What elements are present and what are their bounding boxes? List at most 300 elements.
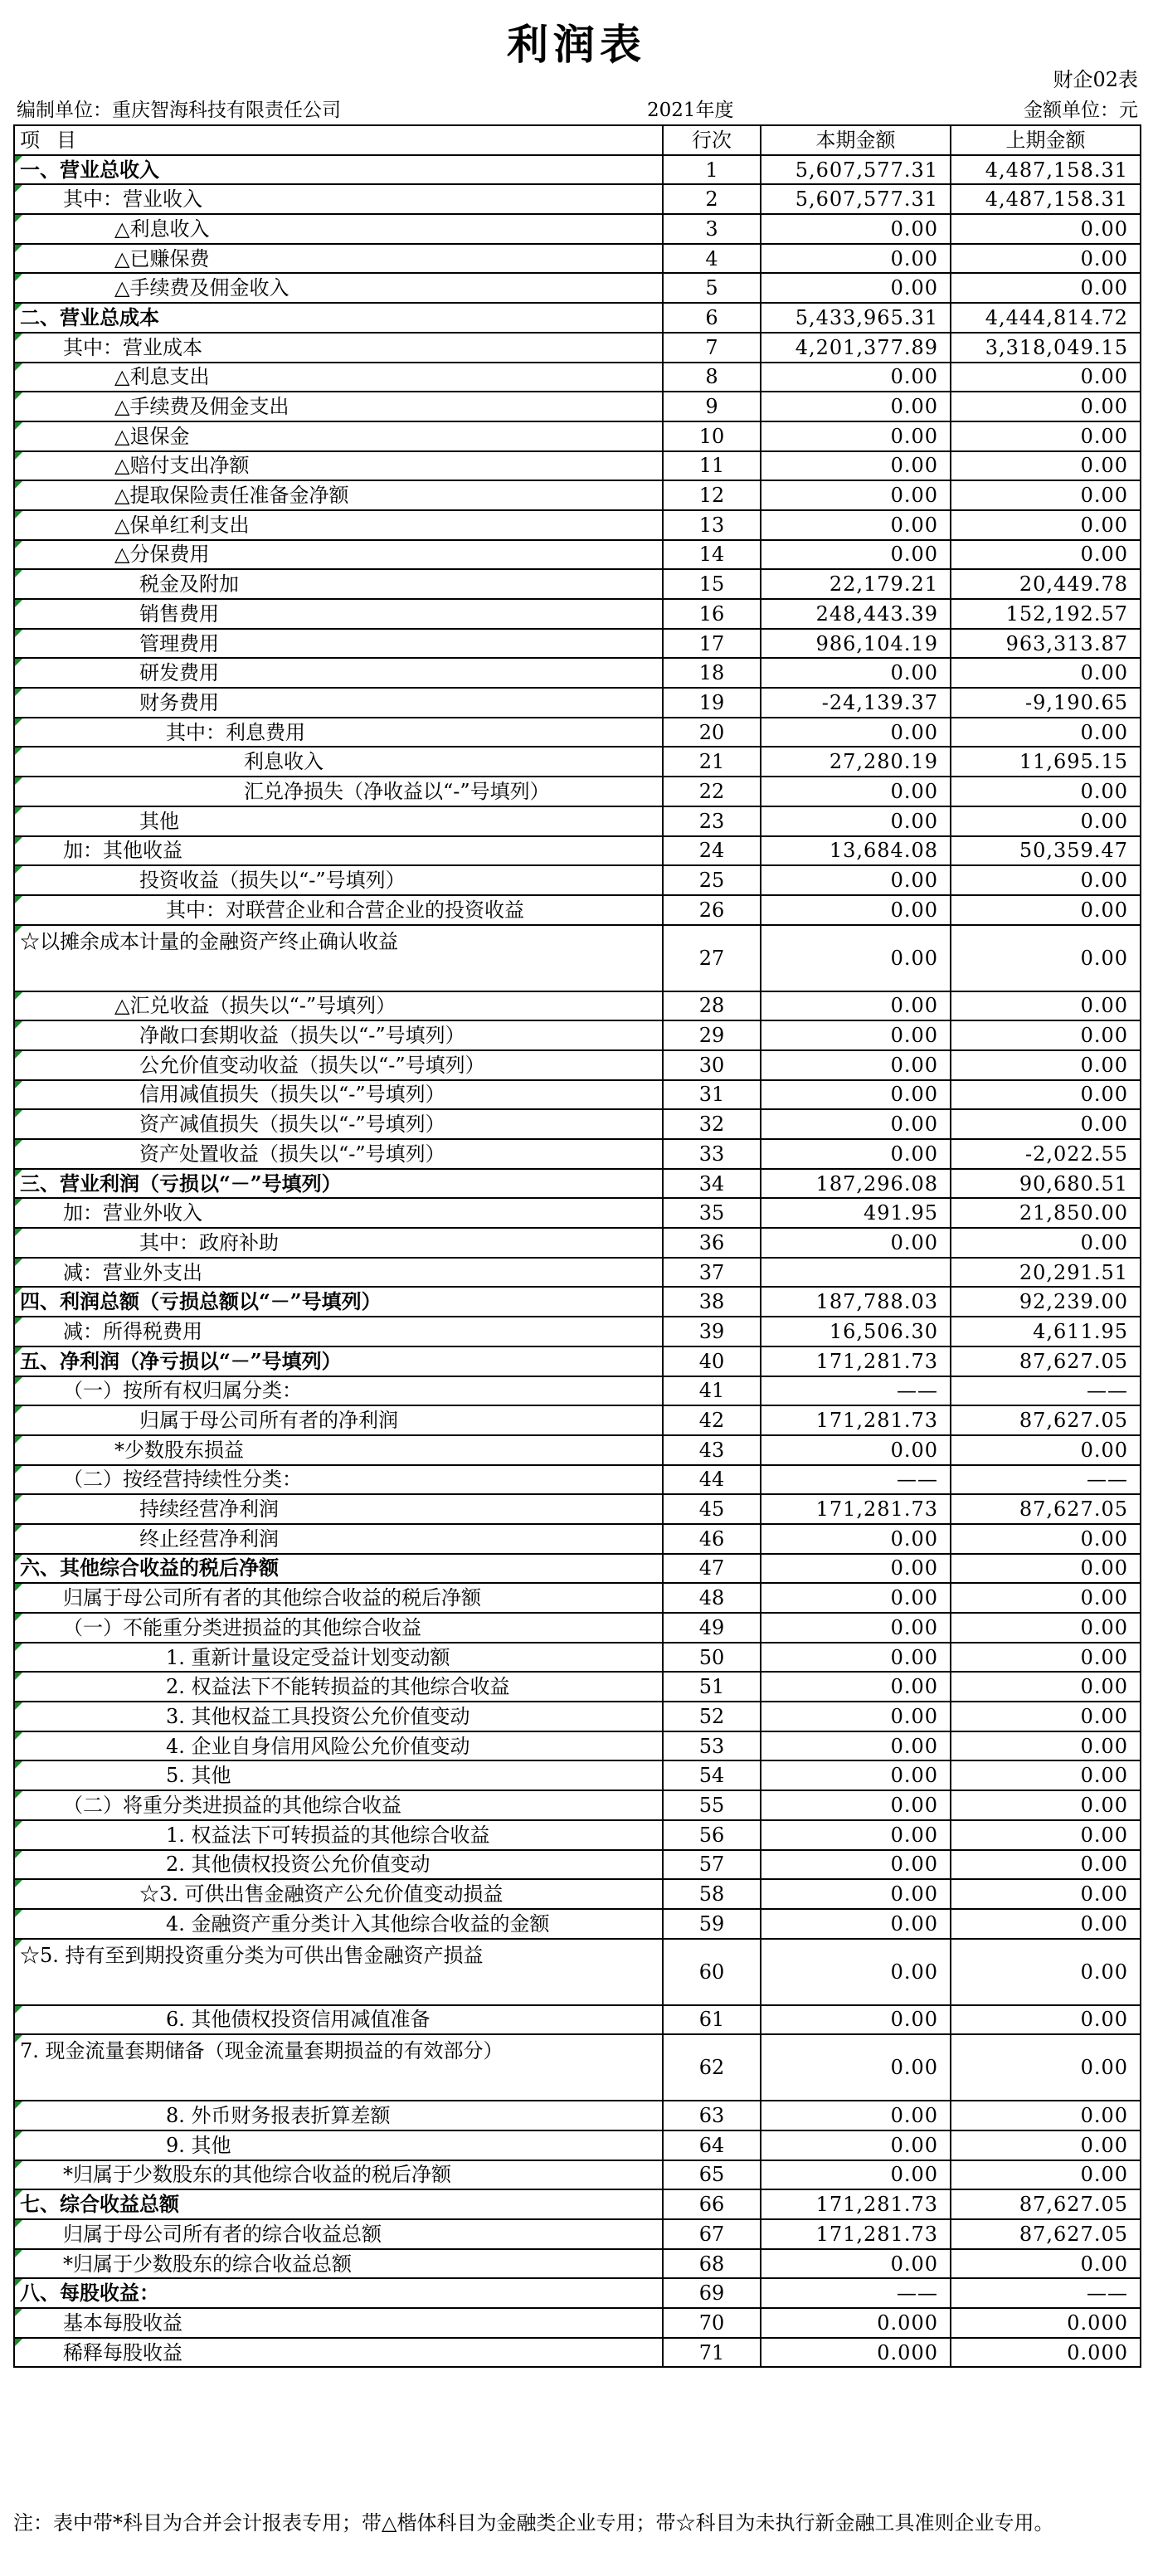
row-line-number: 52 <box>663 1702 761 1731</box>
row-item: △已赚保费 <box>14 244 663 274</box>
row-current-amount: —— <box>761 1376 951 1406</box>
row-line-number: 29 <box>663 1020 761 1050</box>
income-statement-table <box>13 124 1141 2368</box>
row-line-number: 37 <box>663 1258 761 1288</box>
row-line-number: 44 <box>663 1465 761 1495</box>
row-current-amount: 0.00 <box>761 925 951 991</box>
row-item: （二）将重分类进损益的其他综合收益 <box>14 1790 663 1820</box>
row-item: 四、利润总额（亏损总额以“－”号填列） <box>14 1287 663 1317</box>
header-current: 本期金额 <box>761 125 951 155</box>
row-previous-amount: —— <box>951 1376 1141 1406</box>
table-row <box>14 1465 1141 1495</box>
row-previous-amount: 0.00 <box>951 2160 1141 2190</box>
row-previous-amount: 0.00 <box>951 510 1141 540</box>
row-current-amount: 0.00 <box>761 244 951 274</box>
row-item: △分保费用 <box>14 540 663 570</box>
table-row <box>14 2189 1141 2219</box>
row-previous-amount: 0.00 <box>951 806 1141 836</box>
row-previous-amount: 0.00 <box>951 244 1141 274</box>
row-line-number: 58 <box>663 1879 761 1909</box>
row-current-amount <box>761 1258 951 1288</box>
row-current-amount: 0.00 <box>761 363 951 392</box>
row-current-amount: 0.00 <box>761 865 951 895</box>
row-previous-amount: 0.00 <box>951 1850 1141 1880</box>
row-line-number: 67 <box>663 2219 761 2249</box>
row-item: △保单红利支出 <box>14 510 663 540</box>
row-previous-amount: 87,627.05 <box>951 1405 1141 1435</box>
row-previous-amount: 0.000 <box>951 2338 1141 2368</box>
row-line-number: 26 <box>663 895 761 925</box>
table-row <box>14 2219 1141 2249</box>
row-previous-amount: 4,611.95 <box>951 1317 1141 1346</box>
table-row <box>14 333 1141 363</box>
row-previous-amount: 0.00 <box>951 273 1141 303</box>
row-line-number: 69 <box>663 2278 761 2308</box>
row-previous-amount: 4,444,814.72 <box>951 303 1141 333</box>
row-current-amount: 0.00 <box>761 421 951 451</box>
row-previous-amount: 0.00 <box>951 1080 1141 1110</box>
row-previous-amount: 92,239.00 <box>951 1287 1141 1317</box>
row-current-amount: 0.00 <box>761 2249 951 2279</box>
row-item: △赔付支出净额 <box>14 451 663 481</box>
table-row <box>14 2005 1141 2035</box>
table-row <box>14 303 1141 333</box>
row-item: 六、其他综合收益的税后净额 <box>14 1554 663 1584</box>
row-line-number: 14 <box>663 540 761 570</box>
row-item: △汇兑收益（损失以“-”号填列） <box>14 991 663 1021</box>
row-line-number: 57 <box>663 1850 761 1880</box>
table-row <box>14 895 1141 925</box>
row-item: 5. 其他 <box>14 1760 663 1790</box>
row-line-number: 66 <box>663 2189 761 2219</box>
table-row <box>14 1376 1141 1406</box>
table-row <box>14 1613 1141 1643</box>
row-current-amount: 0.00 <box>761 1554 951 1584</box>
row-current-amount: 0.00 <box>761 1080 951 1110</box>
row-item: 资产处置收益（损失以“-”号填列） <box>14 1139 663 1169</box>
table-row <box>14 2160 1141 2190</box>
table-row <box>14 2308 1141 2338</box>
row-line-number: 8 <box>663 363 761 392</box>
row-line-number: 59 <box>663 1909 761 1939</box>
row-previous-amount: 0.00 <box>951 1583 1141 1613</box>
row-line-number: 9 <box>663 392 761 421</box>
table-row <box>14 1198 1141 1228</box>
row-line-number: 53 <box>663 1731 761 1761</box>
table-row <box>14 1583 1141 1613</box>
row-previous-amount: 0.00 <box>951 865 1141 895</box>
table-row <box>14 629 1141 659</box>
row-previous-amount: 11,695.15 <box>951 747 1141 777</box>
table-row <box>14 273 1141 303</box>
table-row <box>14 1909 1141 1939</box>
row-item: 三、营业利润（亏损以“－”号填列） <box>14 1169 663 1199</box>
row-line-number: 31 <box>663 1080 761 1110</box>
row-current-amount: 5,607,577.31 <box>761 184 951 214</box>
row-item: 2. 其他债权投资公允价值变动 <box>14 1850 663 1880</box>
row-previous-amount: 0.00 <box>951 1909 1141 1939</box>
table-row <box>14 1790 1141 1820</box>
row-line-number: 71 <box>663 2338 761 2368</box>
row-previous-amount: 0.00 <box>951 1790 1141 1820</box>
report-period: 2021年度 <box>647 100 734 121</box>
row-current-amount: 27,280.19 <box>761 747 951 777</box>
row-current-amount: 187,788.03 <box>761 1287 951 1317</box>
row-line-number: 13 <box>663 510 761 540</box>
row-current-amount: 0.00 <box>761 718 951 747</box>
row-previous-amount: 0.00 <box>951 1554 1141 1584</box>
row-item: △利息收入 <box>14 214 663 244</box>
row-current-amount: 0.00 <box>761 2034 951 2101</box>
row-item: △利息支出 <box>14 363 663 392</box>
row-previous-amount: 0.00 <box>951 1020 1141 1050</box>
row-current-amount: 0.00 <box>761 1524 951 1554</box>
row-previous-amount: 0.00 <box>951 1613 1141 1643</box>
row-current-amount: 0.00 <box>761 1760 951 1790</box>
row-line-number: 17 <box>663 629 761 659</box>
row-current-amount: 0.00 <box>761 777 951 806</box>
row-current-amount: 0.00 <box>761 214 951 244</box>
row-current-amount: 0.00 <box>761 2130 951 2160</box>
row-item: 研发费用 <box>14 658 663 688</box>
row-item: 七、综合收益总额 <box>14 2189 663 2219</box>
table-row <box>14 421 1141 451</box>
table-row <box>14 1731 1141 1761</box>
row-previous-amount: 152,192.57 <box>951 599 1141 629</box>
row-previous-amount: 0.00 <box>951 1643 1141 1673</box>
row-previous-amount: -9,190.65 <box>951 688 1141 718</box>
row-current-amount: 986,104.19 <box>761 629 951 659</box>
row-item: 归属于母公司所有者的综合收益总额 <box>14 2219 663 2249</box>
row-item: 二、营业总成本 <box>14 303 663 333</box>
row-current-amount: 171,281.73 <box>761 1405 951 1435</box>
row-line-number: 38 <box>663 1287 761 1317</box>
row-current-amount: 0.00 <box>761 806 951 836</box>
row-current-amount: 5,607,577.31 <box>761 155 951 185</box>
row-previous-amount: 87,627.05 <box>951 1494 1141 1524</box>
row-current-amount: 0.00 <box>761 480 951 510</box>
table-row <box>14 363 1141 392</box>
row-current-amount: —— <box>761 1465 951 1495</box>
row-previous-amount: 0.00 <box>951 421 1141 451</box>
table-row <box>14 1228 1141 1258</box>
row-current-amount: 0.00 <box>761 392 951 421</box>
row-item: *少数股东损益 <box>14 1435 663 1465</box>
row-previous-amount: 0.00 <box>951 1524 1141 1554</box>
row-line-number: 41 <box>663 1376 761 1406</box>
row-item: 归属于母公司所有者的净利润 <box>14 1405 663 1435</box>
row-current-amount: 0.00 <box>761 1820 951 1850</box>
row-current-amount: 0.000 <box>761 2338 951 2368</box>
table-row <box>14 2338 1141 2368</box>
row-item: （一）按所有权归属分类： <box>14 1376 663 1406</box>
row-line-number: 35 <box>663 1198 761 1228</box>
row-line-number: 18 <box>663 658 761 688</box>
row-previous-amount: 0.00 <box>951 480 1141 510</box>
table-row <box>14 865 1141 895</box>
row-previous-amount: 0.00 <box>951 214 1141 244</box>
row-line-number: 32 <box>663 1109 761 1139</box>
table-header-row <box>14 125 1141 155</box>
row-previous-amount: 0.00 <box>951 1939 1141 2005</box>
row-current-amount: 0.00 <box>761 1109 951 1139</box>
row-line-number: 43 <box>663 1435 761 1465</box>
table-row <box>14 1554 1141 1584</box>
row-current-amount: 0.00 <box>761 1228 951 1258</box>
row-previous-amount: 0.00 <box>951 1702 1141 1731</box>
row-current-amount: 0.00 <box>761 1909 951 1939</box>
row-item: 加：营业外收入 <box>14 1198 663 1228</box>
row-item: 归属于母公司所有者的其他综合收益的税后净额 <box>14 1583 663 1613</box>
header-item: 项目 <box>14 125 663 155</box>
row-line-number: 49 <box>663 1613 761 1643</box>
row-current-amount: 0.00 <box>761 451 951 481</box>
table-row <box>14 1702 1141 1731</box>
row-previous-amount: 3,318,049.15 <box>951 333 1141 363</box>
table-row <box>14 1939 1141 2005</box>
row-line-number: 60 <box>663 1939 761 2005</box>
row-item: 其中：对联营企业和合营企业的投资收益 <box>14 895 663 925</box>
row-previous-amount: 0.00 <box>951 658 1141 688</box>
row-current-amount: 248,443.39 <box>761 599 951 629</box>
row-item: ☆3. 可供出售金融资产公允价值变动损益 <box>14 1879 663 1909</box>
table-row <box>14 1494 1141 1524</box>
row-current-amount: 171,281.73 <box>761 2219 951 2249</box>
row-current-amount: 491.95 <box>761 1198 951 1228</box>
row-item: 减：所得税费用 <box>14 1317 663 1346</box>
row-item: 其中：政府补助 <box>14 1228 663 1258</box>
row-current-amount: 0.00 <box>761 1731 951 1761</box>
table-row <box>14 392 1141 421</box>
row-line-number: 64 <box>663 2130 761 2160</box>
row-previous-amount: 90,680.51 <box>951 1169 1141 1199</box>
row-line-number: 5 <box>663 273 761 303</box>
row-previous-amount: 0.00 <box>951 925 1141 991</box>
header-line: 行次 <box>663 125 761 155</box>
row-item: 其中：营业收入 <box>14 184 663 214</box>
row-current-amount: 0.00 <box>761 1583 951 1613</box>
row-line-number: 33 <box>663 1139 761 1169</box>
row-line-number: 54 <box>663 1760 761 1790</box>
table-row <box>14 1287 1141 1317</box>
row-item: 基本每股收益 <box>14 2308 663 2338</box>
row-item: △手续费及佣金支出 <box>14 392 663 421</box>
row-line-number: 48 <box>663 1583 761 1613</box>
table-row <box>14 925 1141 991</box>
table-row <box>14 1109 1141 1139</box>
row-item: 1. 重新计量设定受益计划变动额 <box>14 1643 663 1673</box>
row-current-amount: 171,281.73 <box>761 1346 951 1376</box>
row-previous-amount: 0.00 <box>951 718 1141 747</box>
row-item: 汇兑净损失（净收益以“-”号填列） <box>14 777 663 806</box>
row-line-number: 2 <box>663 184 761 214</box>
row-line-number: 62 <box>663 2034 761 2101</box>
row-current-amount: 4,201,377.89 <box>761 333 951 363</box>
row-line-number: 39 <box>663 1317 761 1346</box>
row-current-amount: -24,139.37 <box>761 688 951 718</box>
row-previous-amount: 0.00 <box>951 1109 1141 1139</box>
row-line-number: 10 <box>663 421 761 451</box>
row-previous-amount: —— <box>951 1465 1141 1495</box>
table-row <box>14 1643 1141 1673</box>
row-item: 4. 金融资产重分类计入其他综合收益的金额 <box>14 1909 663 1939</box>
row-line-number: 56 <box>663 1820 761 1850</box>
row-item: 6. 其他债权投资信用减值准备 <box>14 2005 663 2035</box>
row-line-number: 23 <box>663 806 761 836</box>
row-item: △手续费及佣金收入 <box>14 273 663 303</box>
table-row <box>14 2249 1141 2279</box>
row-line-number: 27 <box>663 925 761 991</box>
table-row <box>14 658 1141 688</box>
row-previous-amount: 21,850.00 <box>951 1198 1141 1228</box>
row-line-number: 15 <box>663 569 761 599</box>
row-current-amount: 0.00 <box>761 2005 951 2035</box>
row-current-amount: 187,296.08 <box>761 1169 951 1199</box>
row-previous-amount: 0.00 <box>951 2130 1141 2160</box>
row-current-amount: 16,506.30 <box>761 1317 951 1346</box>
row-previous-amount: 0.00 <box>951 1228 1141 1258</box>
report-meta-row <box>0 95 1153 123</box>
row-item: 销售费用 <box>14 599 663 629</box>
table-row <box>14 1258 1141 1288</box>
unit-label: 金额单位：元 <box>1024 100 1138 121</box>
table-row <box>14 214 1141 244</box>
row-current-amount: 0.00 <box>761 1020 951 1050</box>
row-item: 一、营业总收入 <box>14 155 663 185</box>
table-row <box>14 1405 1141 1435</box>
table-row <box>14 2034 1141 2101</box>
row-item: 2. 权益法下不能转损益的其他综合收益 <box>14 1672 663 1702</box>
row-line-number: 36 <box>663 1228 761 1258</box>
row-line-number: 6 <box>663 303 761 333</box>
row-current-amount: 0.00 <box>761 1850 951 1880</box>
row-current-amount: 0.00 <box>761 1879 951 1909</box>
row-previous-amount: 0.00 <box>951 2101 1141 2130</box>
table-row <box>14 480 1141 510</box>
row-current-amount: 0.00 <box>761 1702 951 1731</box>
row-previous-amount: 0.00 <box>951 1879 1141 1909</box>
row-item: 公允价值变动收益（损失以“-”号填列） <box>14 1050 663 1080</box>
row-line-number: 30 <box>663 1050 761 1080</box>
row-item: 税金及附加 <box>14 569 663 599</box>
row-current-amount: 0.00 <box>761 1139 951 1169</box>
row-item: *归属于少数股东的综合收益总额 <box>14 2249 663 2279</box>
row-previous-amount: 0.00 <box>951 991 1141 1021</box>
row-current-amount: 171,281.73 <box>761 1494 951 1524</box>
row-line-number: 16 <box>663 599 761 629</box>
row-previous-amount: 87,627.05 <box>951 2219 1141 2249</box>
row-previous-amount: 0.00 <box>951 1760 1141 1790</box>
row-current-amount: —— <box>761 2278 951 2308</box>
row-previous-amount: 4,487,158.31 <box>951 155 1141 185</box>
row-previous-amount: —— <box>951 2278 1141 2308</box>
row-previous-amount: 50,359.47 <box>951 836 1141 866</box>
row-item: 财务费用 <box>14 688 663 718</box>
row-current-amount: 0.00 <box>761 273 951 303</box>
row-item: 8. 外币财务报表折算差额 <box>14 2101 663 2130</box>
row-line-number: 65 <box>663 2160 761 2190</box>
row-previous-amount: 963,313.87 <box>951 629 1141 659</box>
form-code: 财企02表 <box>1053 68 1138 91</box>
row-current-amount: 22,179.21 <box>761 569 951 599</box>
row-line-number: 45 <box>663 1494 761 1524</box>
table-row <box>14 688 1141 718</box>
row-current-amount: 0.00 <box>761 2160 951 2190</box>
row-line-number: 25 <box>663 865 761 895</box>
header-previous: 上期金额 <box>951 125 1141 155</box>
table-row <box>14 1020 1141 1050</box>
row-item: *归属于少数股东的其他综合收益的税后净额 <box>14 2160 663 2190</box>
row-current-amount: 0.00 <box>761 1939 951 2005</box>
row-item: △提取保险责任准备金净额 <box>14 480 663 510</box>
row-previous-amount: 20,291.51 <box>951 1258 1141 1288</box>
table-row <box>14 836 1141 866</box>
row-item: 资产减值损失（损失以“-”号填列） <box>14 1109 663 1139</box>
row-line-number: 55 <box>663 1790 761 1820</box>
row-current-amount: 0.00 <box>761 1050 951 1080</box>
row-previous-amount: 4,487,158.31 <box>951 184 1141 214</box>
table-row <box>14 244 1141 274</box>
row-line-number: 4 <box>663 244 761 274</box>
row-item: 五、净利润（净亏损以“－”号填列） <box>14 1346 663 1376</box>
row-current-amount: 171,281.73 <box>761 2189 951 2219</box>
row-previous-amount: 0.00 <box>951 777 1141 806</box>
row-line-number: 68 <box>663 2249 761 2279</box>
row-line-number: 40 <box>663 1346 761 1376</box>
row-line-number: 61 <box>663 2005 761 2035</box>
row-current-amount: 0.00 <box>761 510 951 540</box>
row-line-number: 63 <box>663 2101 761 2130</box>
row-line-number: 12 <box>663 480 761 510</box>
table-row <box>14 2130 1141 2160</box>
table-row <box>14 184 1141 214</box>
row-previous-amount: 0.00 <box>951 363 1141 392</box>
row-current-amount: 0.00 <box>761 2101 951 2130</box>
table-row <box>14 1080 1141 1110</box>
row-previous-amount: 0.00 <box>951 1435 1141 1465</box>
table-row <box>14 718 1141 747</box>
table-row <box>14 747 1141 777</box>
row-current-amount: 13,684.08 <box>761 836 951 866</box>
row-previous-amount: 0.000 <box>951 2308 1141 2338</box>
row-item: 减：营业外支出 <box>14 1258 663 1288</box>
row-line-number: 19 <box>663 688 761 718</box>
row-line-number: 7 <box>663 333 761 363</box>
row-current-amount: 0.000 <box>761 2308 951 2338</box>
row-line-number: 24 <box>663 836 761 866</box>
row-previous-amount: 87,627.05 <box>951 1346 1141 1376</box>
row-current-amount: 0.00 <box>761 1643 951 1673</box>
row-line-number: 47 <box>663 1554 761 1584</box>
row-item: 持续经营净利润 <box>14 1494 663 1524</box>
row-line-number: 20 <box>663 718 761 747</box>
row-item: 净敞口套期收益（损失以“-”号填列） <box>14 1020 663 1050</box>
row-previous-amount: 0.00 <box>951 2249 1141 2279</box>
row-previous-amount: 0.00 <box>951 451 1141 481</box>
row-item: 信用减值损失（损失以“-”号填列） <box>14 1080 663 1110</box>
table-row <box>14 1850 1141 1880</box>
table-row <box>14 806 1141 836</box>
row-line-number: 42 <box>663 1405 761 1435</box>
row-current-amount: 0.00 <box>761 1790 951 1820</box>
row-item: 终止经营净利润 <box>14 1524 663 1554</box>
row-previous-amount: 20,449.78 <box>951 569 1141 599</box>
table-row <box>14 1524 1141 1554</box>
row-item: （二）按经营持续性分类： <box>14 1465 663 1495</box>
table-row <box>14 540 1141 570</box>
row-item: 加：其他收益 <box>14 836 663 866</box>
row-previous-amount: 0.00 <box>951 1731 1141 1761</box>
